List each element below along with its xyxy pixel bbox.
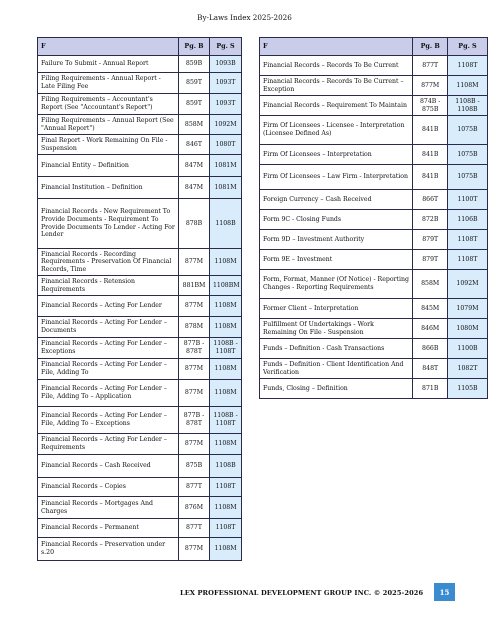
page-s: 1108BM: [210, 276, 242, 296]
table-row: [38, 296, 242, 317]
page-s: 1108M: [210, 434, 242, 455]
page-s: 1092M: [210, 115, 242, 135]
entry-label: Firm Of Licensees – Interpretation: [260, 145, 413, 165]
table-row: [260, 210, 488, 230]
page-s: 1075B: [447, 165, 487, 190]
page-b: 874B - 875B: [413, 96, 447, 116]
page-s: 1108M: [210, 497, 242, 519]
entry-label: Former Client – Interpretation: [260, 299, 413, 319]
table-row: [38, 199, 242, 249]
table-row: [38, 94, 242, 115]
entry-label: Funds, Closing – Definition: [260, 379, 413, 399]
page-s: 1108M: [210, 317, 242, 338]
page-s: 1108T: [447, 230, 487, 250]
page-s: 1108B - 1108T: [210, 338, 242, 359]
page-s: 1093T: [210, 73, 242, 94]
page-b: 841B: [413, 145, 447, 165]
entry-label: Financial Records – Copies: [38, 478, 179, 497]
entry-label: Filing Requirements – Accountant's Report (See "Accountant's Report"): [38, 94, 179, 115]
page-s: 1108M: [447, 76, 487, 96]
column-header-pg-s: Pg. S: [210, 38, 242, 56]
table-row: [38, 478, 242, 497]
table-row: [38, 135, 242, 155]
index-table-right: [259, 37, 488, 399]
page-s: 1108B: [210, 199, 242, 249]
page-s: 1075B: [447, 116, 487, 145]
entry-label: Form 9E – Investment: [260, 250, 413, 270]
page-b: 879T: [413, 230, 447, 250]
page-b: 881BM: [179, 276, 210, 296]
entry-label: Financial Institution – Definition: [38, 177, 179, 199]
page-b: 878B: [179, 199, 210, 249]
page-s: 1108T: [447, 56, 487, 76]
page-s: 1108B: [210, 455, 242, 478]
table-row: [38, 155, 242, 177]
entry-label: Failure To Submit - Annual Report: [38, 56, 179, 73]
page-s: 1080M: [447, 319, 487, 339]
page-s: 1108M: [210, 538, 242, 561]
table-row: [260, 299, 488, 319]
page-b: 847M: [179, 155, 210, 177]
table-row: [38, 177, 242, 199]
entry-label: Financial Entity – Definition: [38, 155, 179, 177]
page-s: 1093T: [210, 94, 242, 115]
entry-label: Form 9D – Investment Authority: [260, 230, 413, 250]
table-row: [260, 339, 488, 359]
column-header-section: F: [38, 38, 179, 56]
page-b: 866B: [413, 339, 447, 359]
entry-label: Fulfillment Of Undertakings - Work Remaining On File - Suspension: [260, 319, 413, 339]
page-b: 878M: [179, 317, 210, 338]
entry-label: Filing Requirements - Annual Report - Late Filing Fee: [38, 73, 179, 94]
entry-label: Financial Records – Requirement To Maintain: [260, 96, 413, 116]
page-s: 1105B: [447, 379, 487, 399]
page-b: 841B: [413, 165, 447, 190]
entry-label: Financial Records – Acting For Lender – Documents: [38, 317, 179, 338]
table-row: [38, 115, 242, 135]
entry-label: Financial Records – Records To Be Current – Exception: [260, 76, 413, 96]
entry-label: Final Report - Work Remaining On File - Suspension: [38, 135, 179, 155]
page-b: 846M: [413, 319, 447, 339]
page-b: 877M: [179, 249, 210, 276]
page-s: 1079M: [447, 299, 487, 319]
page-b: 859B: [179, 56, 210, 73]
entry-label: Financial Records – Mortgages And Charges: [38, 497, 179, 519]
page-s: 1100T: [447, 190, 487, 210]
table-row: [260, 56, 488, 76]
page-s: 1075B: [447, 145, 487, 165]
page-header-title: By-Laws Index 2025-2026: [197, 13, 292, 22]
table-row: [260, 165, 488, 190]
table-row: [38, 317, 242, 338]
entry-label: Financial Records – Acting For Lender – Exceptions: [38, 338, 179, 359]
page-b: 871B: [413, 379, 447, 399]
page-b: 847M: [179, 177, 210, 199]
table-row: [38, 434, 242, 455]
table-header-row: [260, 38, 488, 56]
entry-label: Funds – Definition - Cash Transactions: [260, 339, 413, 359]
page-s: 1106B: [447, 210, 487, 230]
page-s: 1092M: [447, 270, 487, 299]
entry-label: Filing Requirements – Annual Report (See "Annual Report"): [38, 115, 179, 135]
page-b: 877M: [413, 76, 447, 96]
entry-label: Funds – Definition - Client Identification And Verification: [260, 359, 413, 379]
page-b: 877T: [413, 56, 447, 76]
entry-label: Form, Format, Manner (Of Notice) - Reporting Changes - Reporting Requirements: [260, 270, 413, 299]
entry-label: Financial Records – Acting For Lender – File, Adding To – Exceptions: [38, 407, 179, 434]
column-header-section: F: [260, 38, 413, 56]
table-row: [38, 359, 242, 380]
entry-label: Form 9C - Closing Funds: [260, 210, 413, 230]
page-b: 859T: [179, 73, 210, 94]
entry-label: Financial Records – Preservation under s.20: [38, 538, 179, 561]
page-b: 876M: [179, 497, 210, 519]
table-row: [38, 73, 242, 94]
table-row: [260, 319, 488, 339]
entry-label: Financial Records – Cash Received: [38, 455, 179, 478]
page-b: 866T: [413, 190, 447, 210]
page-b: 848T: [413, 359, 447, 379]
page-b: 877M: [179, 434, 210, 455]
page-b: 877T: [179, 478, 210, 497]
table-row: [260, 96, 488, 116]
entry-label: Firm Of Licensees - Licensee - Interpretation (Licensee Defined As): [260, 116, 413, 145]
page-b: 845M: [413, 299, 447, 319]
page-b: 859T: [179, 94, 210, 115]
page-s: 1080T: [210, 135, 242, 155]
entry-label: Financial Records - Retension Requirements: [38, 276, 179, 296]
entry-label: Financial Records - New Requirement To Provide Documents - Requirement To Provide Documents To Lender - Acting For Lender: [38, 199, 179, 249]
column-header-pg-b: Pg. B: [413, 38, 447, 56]
page-s: 1108M: [210, 296, 242, 317]
footer-copyright: LEX PROFESSIONAL DEVELOPMENT GROUP INC. © 2025-2026: [180, 589, 424, 597]
page-b: 872B: [413, 210, 447, 230]
entry-label: Financial Records - Recording Requirements - Preservation Of Financial Records, Time: [38, 249, 179, 276]
entry-label: Foreign Currency – Cash Received: [260, 190, 413, 210]
page-s: 1108M: [210, 359, 242, 380]
entry-label: Firm Of Licensees – Law Firm - Interpretation: [260, 165, 413, 190]
index-table-left: [37, 37, 242, 561]
entry-label: Financial Records – Acting For Lender – File, Adding To – Application: [38, 380, 179, 407]
page-b: 879T: [413, 250, 447, 270]
page-s: 1108T: [210, 519, 242, 538]
entry-label: Financial Records – Acting For Lender – File, Adding To: [38, 359, 179, 380]
table-row: [38, 56, 242, 73]
page-s: 1108T: [210, 478, 242, 497]
entry-label: Financial Records – Acting For Lender – Requirements: [38, 434, 179, 455]
table-row: [260, 250, 488, 270]
page-s: 1108M: [210, 249, 242, 276]
table-row: [38, 338, 242, 359]
page-b: 877T: [179, 519, 210, 538]
column-header-pg-s: Pg. S: [447, 38, 487, 56]
page-b: 858M: [179, 115, 210, 135]
table-header-row: [38, 38, 242, 56]
table-row: [38, 455, 242, 478]
table-row: [260, 190, 488, 210]
entry-label: Financial Records – Records To Be Current: [260, 56, 413, 76]
table-row: [38, 276, 242, 296]
table-row: [260, 76, 488, 96]
page-s: 1081M: [210, 155, 242, 177]
page-b: 846T: [179, 135, 210, 155]
page-b: 877B - 878T: [179, 407, 210, 434]
page-b: 877B - 878T: [179, 338, 210, 359]
column-header-pg-b: Pg. B: [179, 38, 210, 56]
page-b: 877M: [179, 359, 210, 380]
table-row: [38, 497, 242, 519]
page-b: 877M: [179, 296, 210, 317]
table-row: [38, 519, 242, 538]
page-s: 1100B: [447, 339, 487, 359]
page-s: 1093B: [210, 56, 242, 73]
page-b: 877M: [179, 538, 210, 561]
page-b: 858M: [413, 270, 447, 299]
table-row: [260, 359, 488, 379]
page-s: 1082T: [447, 359, 487, 379]
table-row: [260, 270, 488, 299]
page-s: 1108B - 1108T: [210, 407, 242, 434]
table-row: [260, 116, 488, 145]
table-row: [260, 145, 488, 165]
page-s: 1108T: [447, 250, 487, 270]
page-s: 1108M: [210, 380, 242, 407]
table-row: [260, 379, 488, 399]
page-b: 841B: [413, 116, 447, 145]
entry-label: Financial Records – Permanent: [38, 519, 179, 538]
page-number-badge: 15: [434, 583, 455, 601]
page-s: 1081M: [210, 177, 242, 199]
page-b: 877M: [179, 380, 210, 407]
table-row: [260, 230, 488, 250]
table-row: [38, 380, 242, 407]
table-row: [38, 538, 242, 561]
table-row: [38, 407, 242, 434]
entry-label: Financial Records – Acting For Lender: [38, 296, 179, 317]
table-row: [38, 249, 242, 276]
page-s: 1108B - 1108B: [447, 96, 487, 116]
page-b: 875B: [179, 455, 210, 478]
